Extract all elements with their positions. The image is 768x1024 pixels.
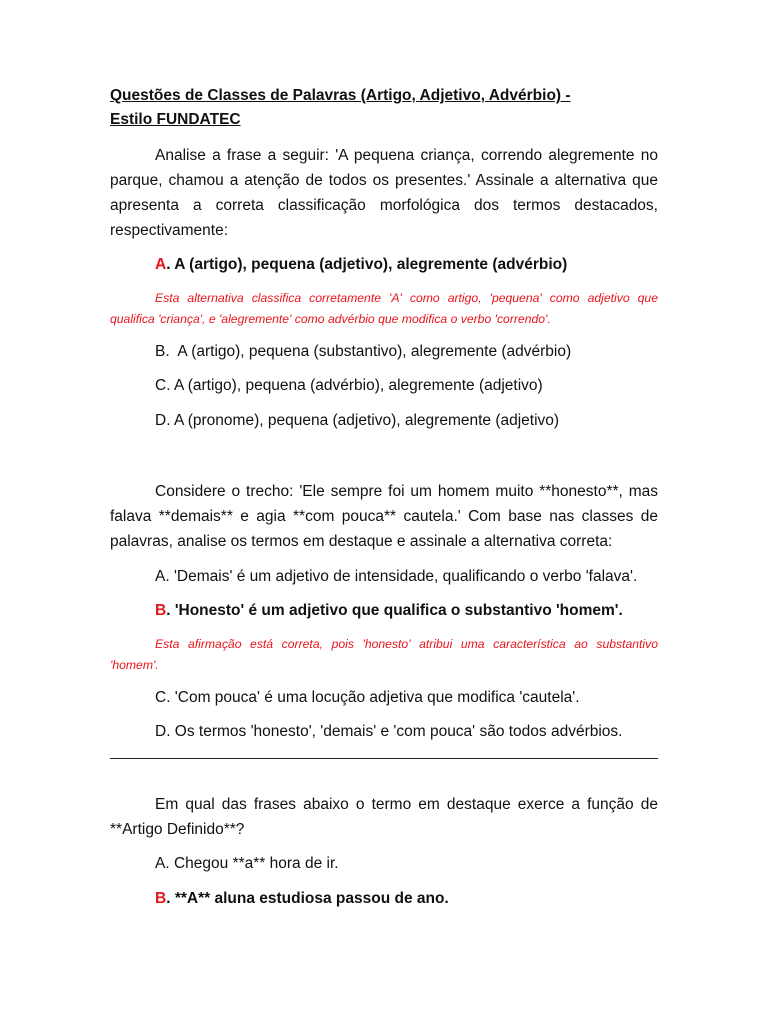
option-text: **A** aluna estudiosa passou de ano. (170, 890, 449, 907)
question-1-option-c[interactable] (155, 375, 658, 397)
question-1-stem: Analise a frase a seguir: 'A pequena criança, correndo alegremente no parque, chamou a atenção de todos os presentes.' Assinale a alternativa que apresenta a correta classificação morfológica dos termos destacados, respectivamente: (110, 147, 658, 239)
question-3-option-a[interactable] (155, 853, 658, 875)
title-line-2: Estilo FUNDATEC (110, 111, 241, 128)
option-text: A (pronome), pequena (adjetivo), alegremente (adjetivo) (170, 412, 560, 429)
question-2-option-d[interactable] (155, 721, 658, 743)
question-3-stem: Em qual das frases abaixo o termo em destaque exerce a função de **Artigo Definido**? (110, 796, 658, 838)
section-divider (110, 758, 658, 759)
question-1-option-a[interactable]: A. A (artigo), pequena (adjetivo), alegremente (advérbio) (155, 256, 568, 273)
option-text: 'Com pouca' é uma locução adjetiva que modifica 'cautela'. (170, 689, 580, 706)
question-2-option-c[interactable] (155, 687, 658, 709)
option-letter: A. (155, 855, 170, 872)
option-text: 'Honesto' é um adjetivo que qualifica o substantivo 'homem'. (170, 602, 623, 619)
document-title (110, 84, 658, 132)
option-letter: D. (155, 723, 171, 740)
option-letter: A (155, 256, 167, 273)
question-1-option-b[interactable] (155, 341, 658, 363)
option-letter: B (155, 890, 167, 907)
option-text: Os termos 'honesto', 'demais' e 'com pouca' são todos advérbios. (170, 723, 623, 740)
option-letter: C. (155, 689, 171, 706)
option-letter: A. (155, 568, 170, 585)
question-2-explanation: Esta afirmação está correta, pois 'honesto' atribui uma característica ao substantivo 'homem'. (110, 637, 658, 672)
option-text: Chegou **a** hora de ir. (169, 855, 339, 872)
question-3-option-b[interactable]: B. **A** aluna estudiosa passou de ano. (155, 890, 449, 907)
option-letter: D. (155, 412, 171, 429)
option-text: A (artigo), pequena (advérbio), alegremente (adjetivo) (170, 377, 543, 394)
title-line-1: Questões de Classes de Palavras (Artigo, Adjetivo, Advérbio) - (110, 87, 571, 104)
option-text: A (artigo), pequena (substantivo), alegremente (advérbio) (169, 343, 572, 360)
question-2-option-a[interactable] (155, 566, 658, 588)
option-letter: C. (155, 377, 171, 394)
question-2-stem: Considere o trecho: 'Ele sempre foi um homem muito **honesto**, mas falava **demais** e agia **com pouca** cautela.' Com base nas classes de palavras, analise os termos em destaque e assinale a alternativa correta: (110, 483, 658, 550)
question-1-option-d[interactable] (155, 410, 658, 432)
option-letter: B (155, 602, 167, 619)
question-1-explanation: Esta alternativa classifica corretamente 'A' como artigo, 'pequena' como adjetivo que qualifica 'criança', e 'alegremente' como advérbio que modifica o verbo 'correndo'. (110, 291, 658, 326)
question-2-option-b[interactable]: B. 'Honesto' é um adjetivo que qualifica o substantivo 'homem'. (155, 602, 623, 619)
option-text: A (artigo), pequena (adjetivo), alegremente (advérbio) (170, 256, 568, 273)
option-letter: B. (155, 343, 170, 360)
option-text: 'Demais' é um adjetivo de intensidade, qualificando o verbo 'falava'. (169, 568, 638, 585)
